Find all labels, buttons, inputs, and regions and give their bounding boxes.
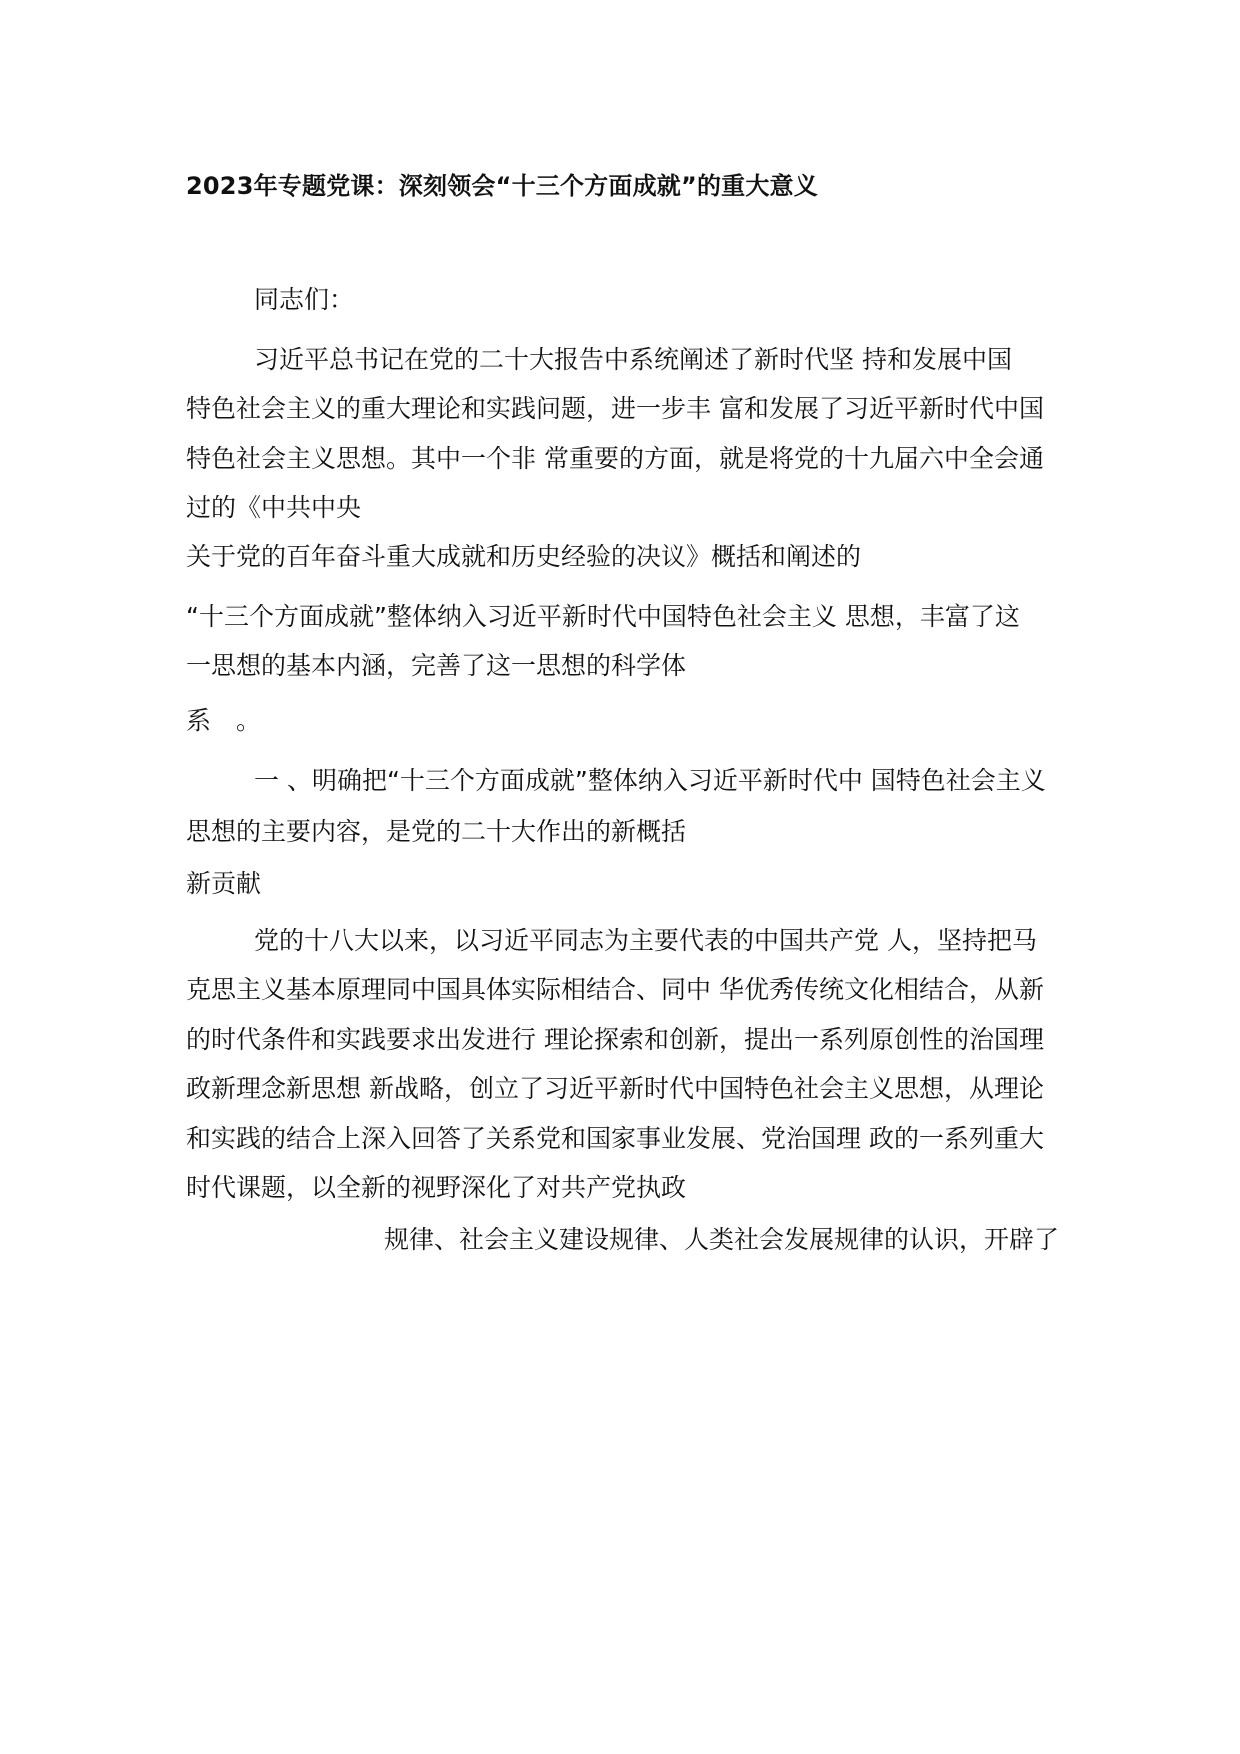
paragraph-2-line-1: 党的十八大以来，以习近平同志为主要代表的中国共产党 人，坚持把马 bbox=[254, 926, 1037, 955]
document-title: 2023年专题党课：深刻领会“十三个方面成就”的重大意义 bbox=[186, 172, 818, 200]
paragraph-2-line-4: 政新理念新思想 新战略，创立了习近平新时代中国特色社会主义思想，从理论 bbox=[186, 1074, 1044, 1103]
paragraph-1-line-7: 一思想的基本内涵，完善了这一思想的科学体 bbox=[186, 651, 687, 680]
paragraph-1-line-5: 关于党的百年奋斗重大成就和历史经验的决议》概括和阐述的 bbox=[186, 542, 862, 571]
section-heading-line-3: 新贡献 bbox=[186, 869, 262, 898]
paragraph-2-line-7: 规律、社会主义建设规律、人类社会发展规律的认识，开辟了 bbox=[384, 1225, 1060, 1254]
paragraph-2-line-5: 和实践的结合上深入回答了关系党和国家事业发展、党治国理 政的一系列重大 bbox=[186, 1124, 1044, 1153]
paragraph-2-line-3: 的时代条件和实践要求出发进行 理论探索和创新，提出一系列原创性的治国理 bbox=[186, 1025, 1044, 1054]
paragraph-1-line-6: “十三个方面成就”整体纳入习近平新时代中国特色社会主义 思想，丰富了这 bbox=[186, 602, 1020, 631]
paragraph-2-line-2: 克思主义基本原理同中国具体实际相结合、同中 华优秀传统文化相结合，从新 bbox=[186, 975, 1044, 1004]
paragraph-1-line-1: 习近平总书记在党的二十大报告中系统阐述了新时代坚 持和发展中国 bbox=[254, 345, 1012, 374]
paragraph-1-line-4: 过的《中共中央 bbox=[186, 493, 362, 522]
greeting: 同志们： bbox=[254, 285, 355, 314]
paragraph-1-line-3: 特色社会主义思想。其中一个非 常重要的方面，就是将党的十九届六中全会通 bbox=[186, 444, 1044, 473]
section-heading-line-1: 一 、明确把“十三个方面成就”整体纳入习近平新时代中 国特色社会主义 bbox=[254, 766, 1046, 795]
paragraph-1-line-2: 特色社会主义的重大理论和实践问题，进一步丰 富和发展了习近平新时代中国 bbox=[186, 394, 1044, 423]
section-heading-line-2: 思想的主要内容，是党的二十大作出的新概括 bbox=[186, 817, 687, 846]
paragraph-1-line-8: 系 。 bbox=[186, 706, 262, 735]
paragraph-2-line-6: 时代课题，以全新的视野深化了对共产党执政 bbox=[186, 1173, 687, 1202]
